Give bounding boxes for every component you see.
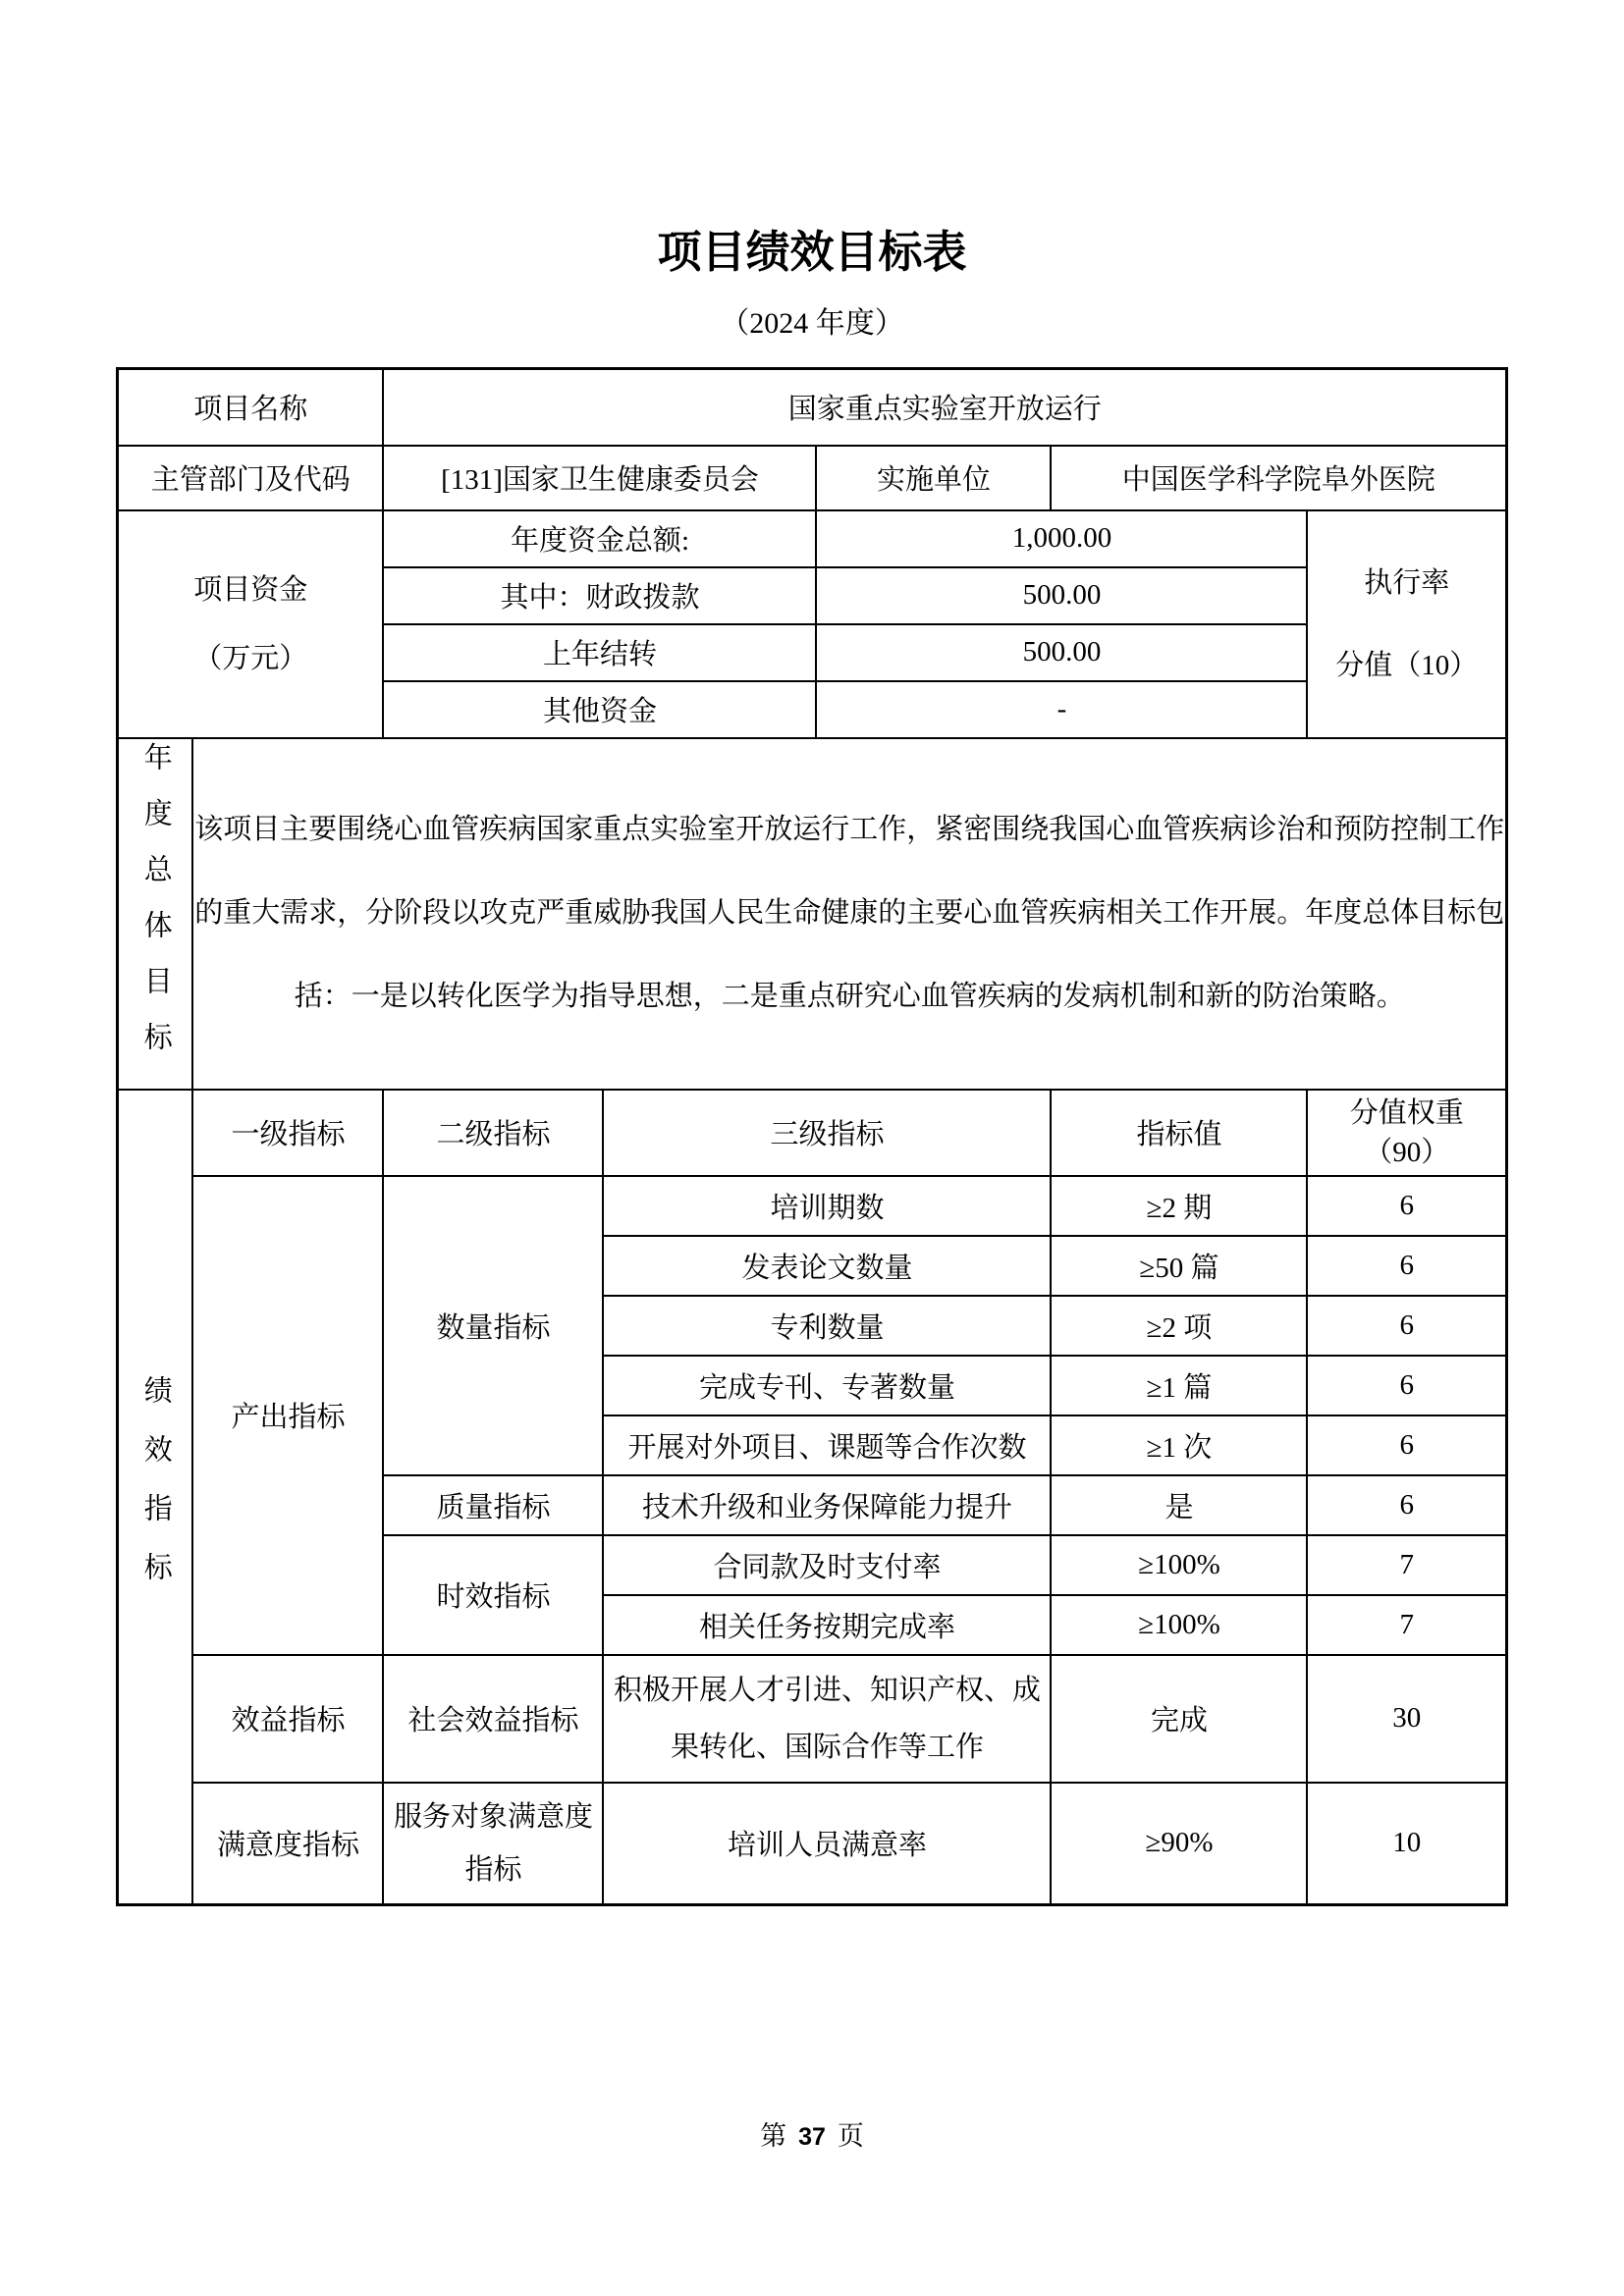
indicator-value: ≥1 次 [1051, 1415, 1307, 1475]
l3-indicator: 培训期数 [603, 1176, 1051, 1236]
funding-row-label-carryover: 上年结转 [383, 624, 816, 681]
indicator-score: 10 [1307, 1783, 1506, 1905]
l2-quality-indicators: 质量指标 [383, 1475, 603, 1535]
l3-indicator: 专利数量 [603, 1296, 1051, 1356]
dept-label: 主管部门及代码 [117, 446, 383, 510]
indicator-score: 6 [1307, 1236, 1506, 1296]
indicator-score: 6 [1307, 1356, 1506, 1415]
funding-row-label-total: 年度资金总额: [383, 510, 816, 567]
indicator-value: ≥2 期 [1051, 1176, 1307, 1236]
indicator-score: 7 [1307, 1535, 1506, 1595]
execution-rate-line2: 分值（10） [1335, 649, 1479, 681]
l1-satisfaction-indicators: 满意度指标 [192, 1783, 383, 1905]
funding-row-value-carryover: 500.00 [816, 624, 1307, 681]
indicator-value: ≥100% [1051, 1595, 1307, 1655]
l3-indicator: 开展对外项目、课题等合作次数 [603, 1415, 1051, 1475]
table-row [117, 738, 1506, 1090]
footer-prefix: 第 [760, 2121, 787, 2151]
l3-indicator: 完成专刊、专著数量 [603, 1356, 1051, 1415]
table-row [117, 1090, 1506, 1176]
annual-goal-text: 该项目主要围绕心血管疾病国家重点实验室开放运行工作，紧密围绕我国心血管疾病诊治和预防控制工作的重大需求，分阶段以攻克严重威胁我国人民生命健康的主要心血管疾病相关工作开展。年度总体目标包括：一是以转化医学为指导思想，二是重点研究心血管疾病的发病机制和新的防治策略。 [192, 738, 1506, 1090]
indicator-value: ≥2 项 [1051, 1296, 1307, 1356]
table-row [117, 510, 1506, 567]
funding-row-label-other: 其他资金 [383, 681, 816, 738]
indicator-score: 7 [1307, 1595, 1506, 1655]
indicator-value: ≥100% [1051, 1535, 1307, 1595]
l2-timeliness-indicators: 时效指标 [383, 1535, 603, 1655]
funding-label [117, 510, 383, 738]
indicator-score: 6 [1307, 1415, 1506, 1475]
project-name-value: 国家重点实验室开放运行 [383, 369, 1506, 446]
project-name-label: 项目名称 [117, 369, 383, 446]
header-weight-line1: 分值权重 [1349, 1096, 1464, 1129]
indicator-score: 6 [1307, 1475, 1506, 1535]
l3-indicator: 发表论文数量 [603, 1236, 1051, 1296]
footer-page-number: 37 [798, 2123, 826, 2151]
table-row [117, 369, 1506, 446]
indicator-score: 30 [1307, 1655, 1506, 1783]
execution-rate-cell [1307, 510, 1506, 738]
page-footer [0, 2114, 1624, 2153]
table-row [117, 1176, 1506, 1236]
performance-indicators-label [117, 1090, 192, 1905]
header-value: 指标值 [1051, 1090, 1307, 1176]
performance-indicators-label-text: 绩效指标 [139, 1374, 172, 1611]
impl-unit-label: 实施单位 [816, 446, 1051, 510]
page-subtitle: （2024 年度） [720, 307, 904, 340]
funding-row-value-other: - [816, 681, 1307, 738]
funding-row-value-fiscal: 500.00 [816, 567, 1307, 624]
l2-social-benefit-indicators: 社会效益指标 [383, 1655, 603, 1783]
page-title: 项目绩效目标表 [657, 227, 967, 277]
header-level3: 三级指标 [603, 1090, 1051, 1176]
indicator-value: ≥90% [1051, 1783, 1307, 1905]
execution-rate-line1: 执行率 [1364, 566, 1450, 599]
l3-indicator: 技术升级和业务保障能力提升 [603, 1475, 1051, 1535]
indicator-value: ≥50 篇 [1051, 1236, 1307, 1296]
indicator-value: ≥1 篇 [1051, 1356, 1307, 1415]
impl-unit-value: 中国医学科学院阜外医院 [1051, 446, 1506, 510]
l3-indicator: 培训人员满意率 [603, 1783, 1051, 1905]
l3-indicator: 积极开展人才引进、知识产权、成果转化、国际合作等工作 [603, 1655, 1051, 1783]
indicator-value: 完成 [1051, 1655, 1307, 1783]
l2-service-target-satisfaction: 服务对象满意度指标 [383, 1783, 603, 1905]
funding-label-line2: （万元） [193, 642, 308, 674]
l3-indicator: 合同款及时支付率 [603, 1535, 1051, 1595]
l1-output-indicators: 产出指标 [192, 1176, 383, 1655]
table-row [117, 1783, 1506, 1905]
funding-label-line1: 项目资金 [193, 573, 308, 606]
indicator-value: 是 [1051, 1475, 1307, 1535]
header-level2: 二级指标 [383, 1090, 603, 1176]
header-level1: 一级指标 [192, 1090, 383, 1176]
indicator-score: 6 [1307, 1296, 1506, 1356]
performance-target-table [116, 367, 1508, 1906]
table-row [117, 1655, 1506, 1783]
l2-quantity-indicators: 数量指标 [383, 1176, 603, 1475]
annual-goal-label [117, 738, 192, 1090]
l1-benefit-indicators: 效益指标 [192, 1655, 383, 1783]
l3-indicator: 相关任务按期完成率 [603, 1595, 1051, 1655]
header-weight-line2: （90） [1364, 1136, 1450, 1168]
indicator-score: 6 [1307, 1176, 1506, 1236]
dept-value: [131]国家卫生健康委员会 [383, 446, 816, 510]
annual-goal-label-text: 年度总体目标 [139, 741, 172, 1078]
footer-suffix: 页 [837, 2121, 864, 2151]
funding-row-label-fiscal: 其中：财政拨款 [383, 567, 816, 624]
table-row [117, 446, 1506, 510]
header-weight [1307, 1090, 1506, 1176]
funding-row-value-total: 1,000.00 [816, 510, 1307, 567]
